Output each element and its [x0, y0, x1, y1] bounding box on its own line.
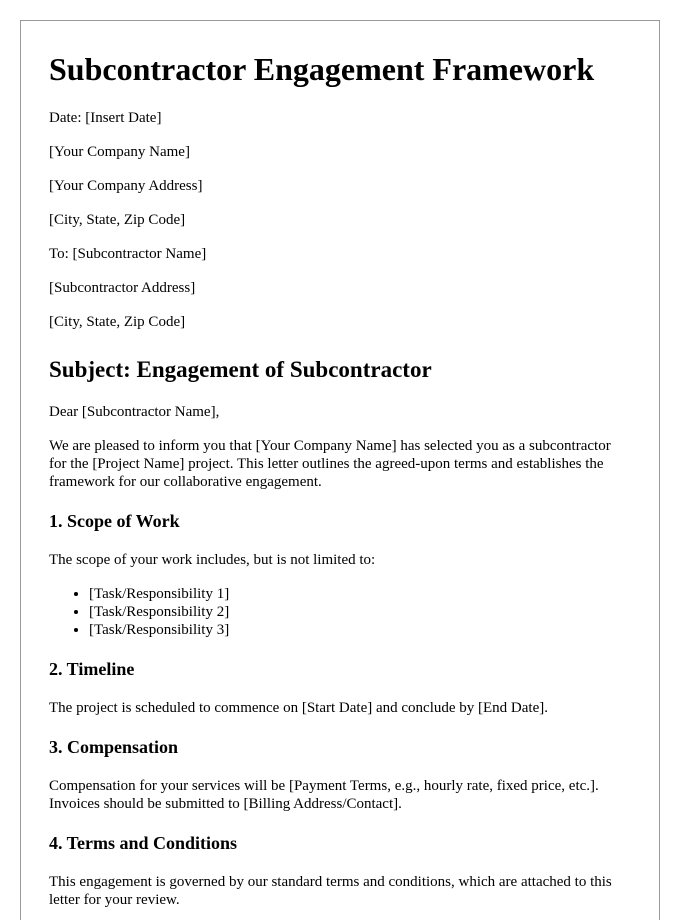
date-line: Date: [Insert Date]: [49, 110, 162, 126]
section-text-compensation: Compensation for your services will be [Payment Terms, e.g., hourly rate, fixed price, etc.]. Invoices should be submitted to [Billing Address/Contact].: [49, 778, 599, 812]
letter-page: [20, 20, 660, 920]
recipient-city-state-zip: [City, State, Zip Code]: [49, 314, 186, 330]
section-heading-compensation: 3. Compensation: [49, 737, 179, 757]
section-text-scope: The scope of your work includes, but is not limited to:: [49, 552, 376, 568]
sender-company-address: [Your Company Address]: [49, 178, 203, 194]
scope-task-list: [49, 585, 631, 639]
recipient-address: [Subcontractor Address]: [49, 280, 196, 296]
list-item: • [Task/Responsibility 2]: [89, 603, 631, 621]
list-item: • [Task/Responsibility 3]: [89, 621, 631, 639]
document-title: Subcontractor Engagement Framework: [49, 51, 595, 87]
section-heading-timeline: 2. Timeline: [49, 659, 135, 679]
section-text-terms: This engagement is governed by our standard terms and conditions, which are attached to this letter for your review.: [49, 874, 612, 908]
section-heading-scope: 1. Scope of Work: [49, 511, 180, 531]
section-heading-terms: 4. Terms and Conditions: [49, 833, 238, 853]
section-text-timeline: The project is scheduled to commence on [Start Date] and conclude by [End Date].: [49, 700, 548, 716]
sender-company-name: [Your Company Name]: [49, 144, 190, 160]
list-item: • [Task/Responsibility 1]: [89, 585, 631, 603]
subject-heading: Subject: Engagement of Subcontractor: [49, 357, 432, 382]
recipient-name: To: [Subcontractor Name]: [49, 246, 207, 262]
sender-city-state-zip: [City, State, Zip Code]: [49, 212, 186, 228]
salutation: Dear [Subcontractor Name],: [49, 404, 220, 420]
intro-paragraph: We are pleased to inform you that [Your Company Name] has selected you as a subcontractor for the [Project Name] project. This letter outlines the agreed-upon terms and establishes the framework for our collaborative engagement.: [49, 438, 611, 490]
